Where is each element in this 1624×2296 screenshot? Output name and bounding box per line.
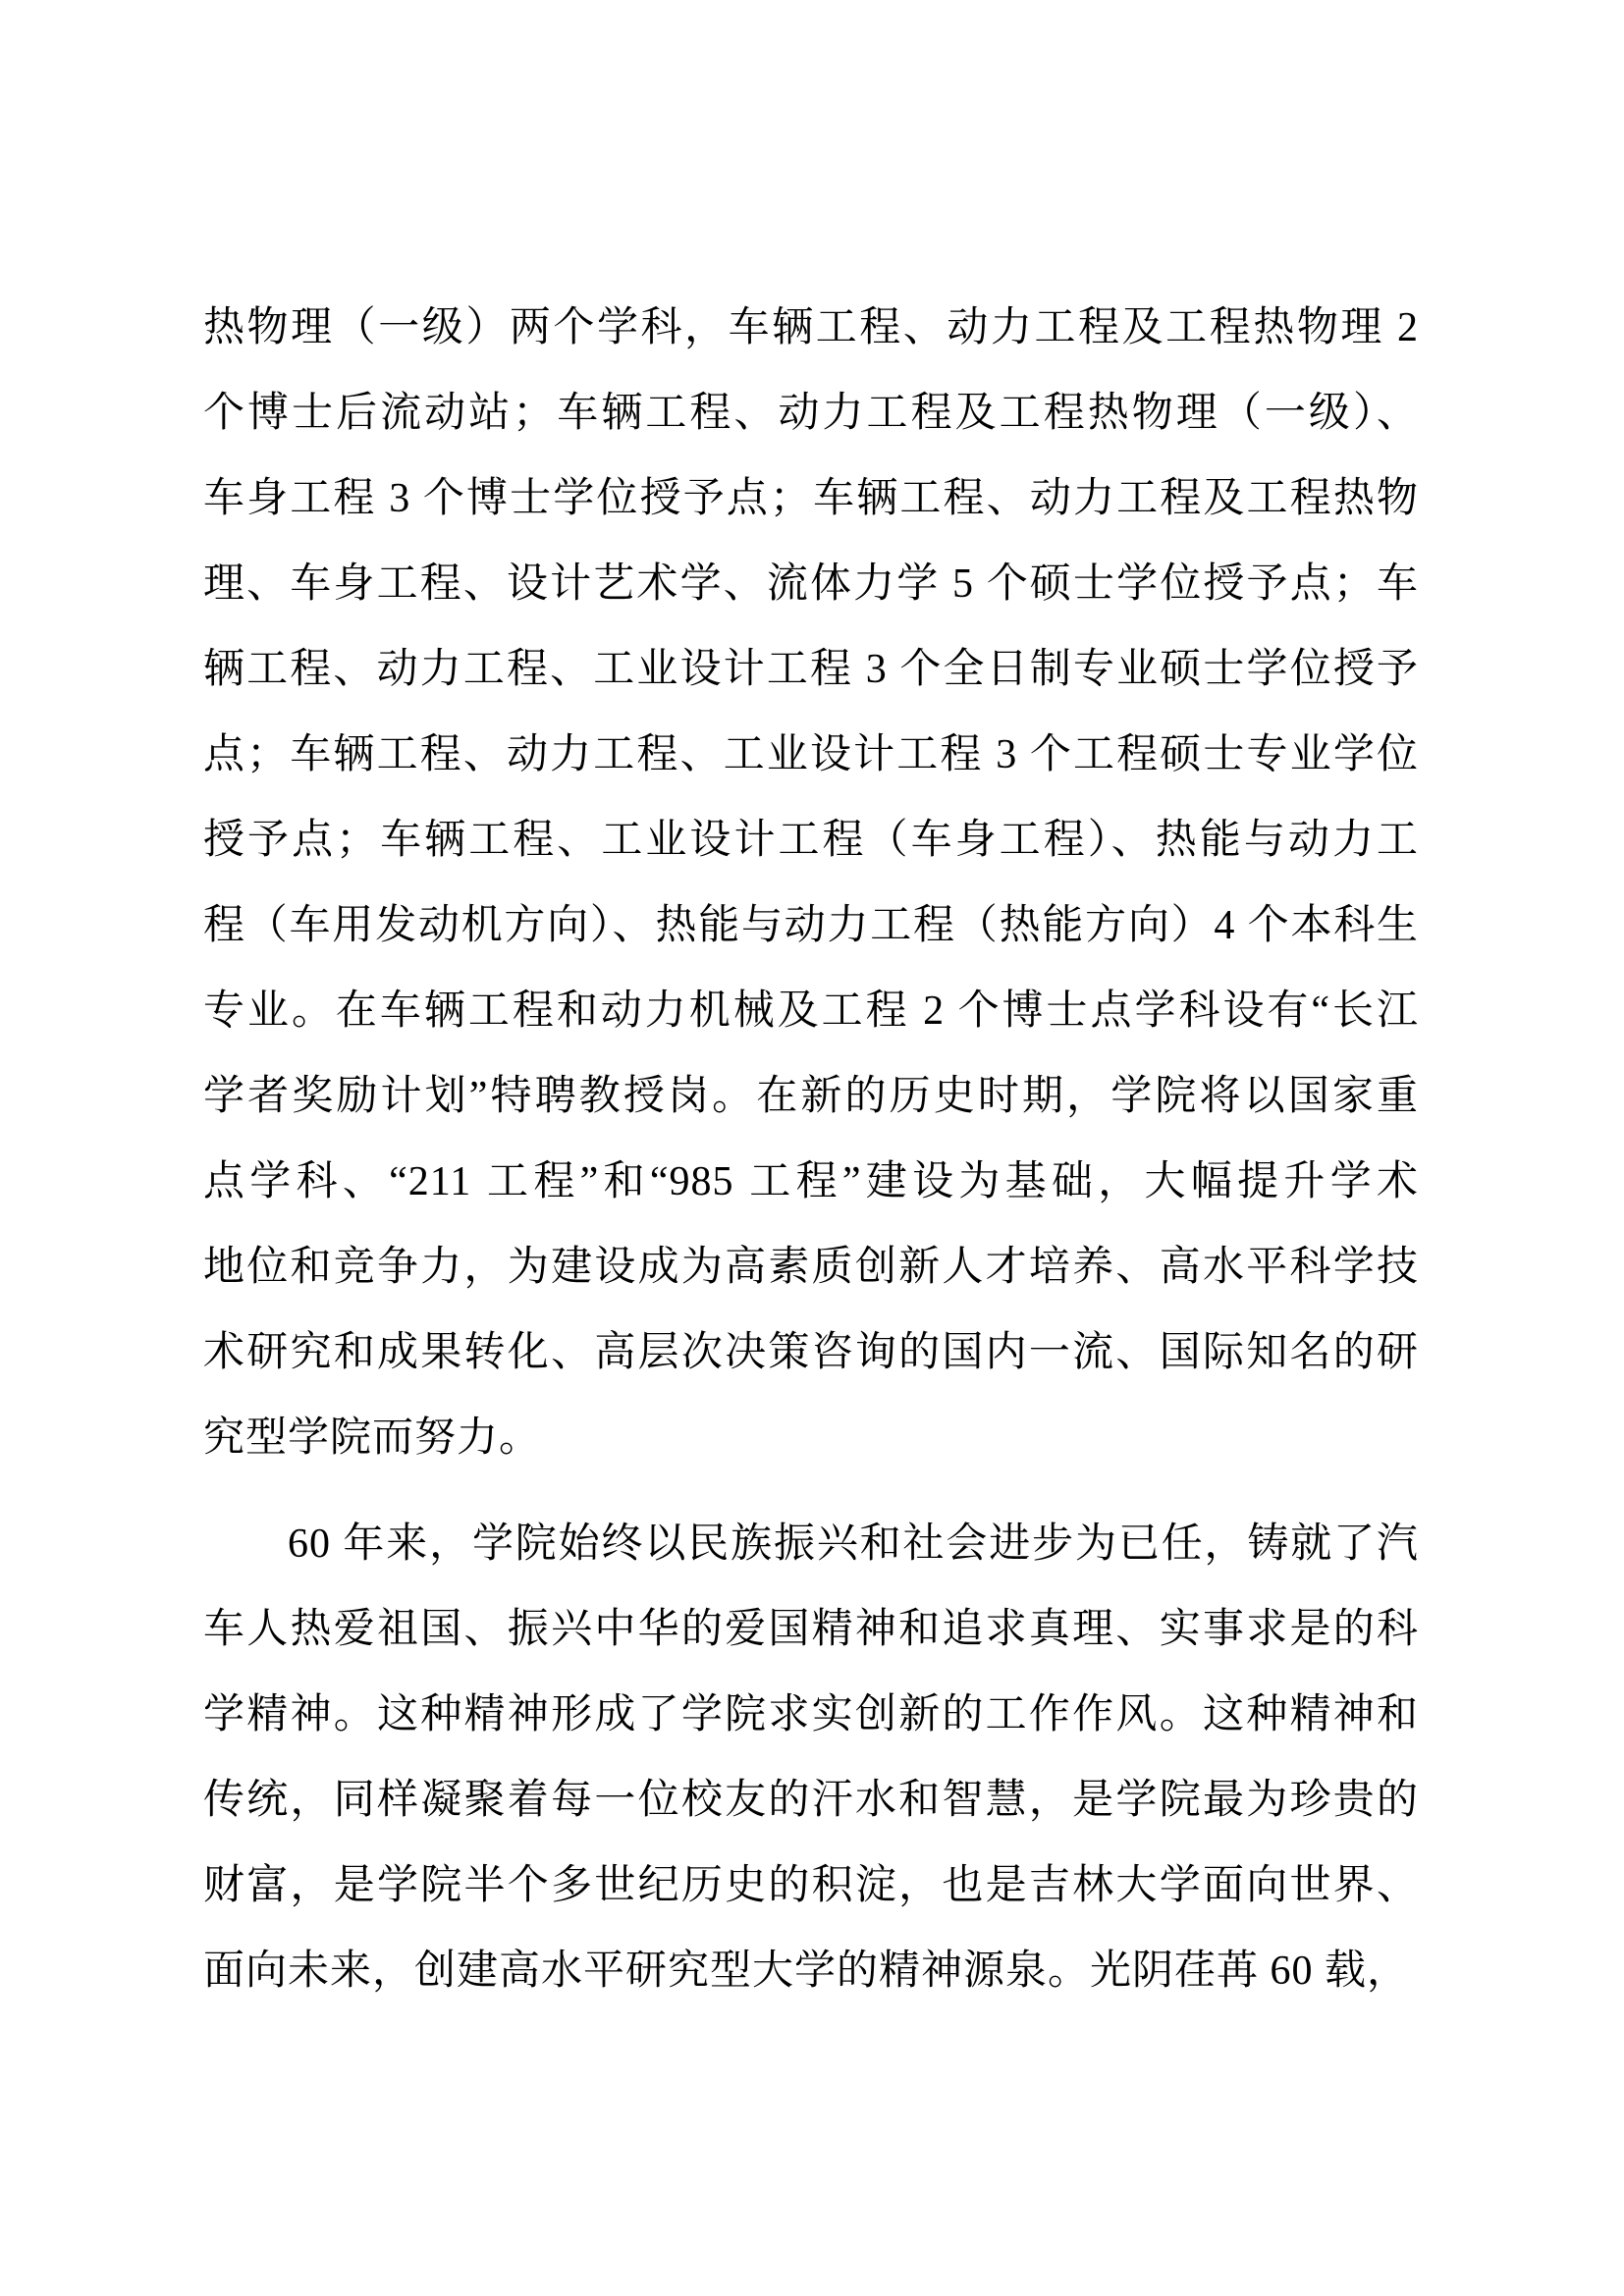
text-line: 财富，是学院半个多世纪历史的积淀，也是吉林大学面向世界、 [203, 1863, 1419, 1908]
paragraph [203, 286, 1419, 1481]
text-line: 热物理（一级）两个学科，车辆工程、动力工程及工程热物理 2 [203, 305, 1419, 350]
text-line: 专业。在车辆工程和动力机械及工程 2 个博士点学科设有“长江 [203, 988, 1419, 1034]
text-line: 点学科、“211 工程”和“985 工程”建设为基础，大幅提升学术 [203, 1159, 1419, 1204]
paragraph [203, 1502, 1419, 2014]
text-line: 学精神。这种精神形成了学院求实创新的工作作风。这种精神和 [203, 1692, 1419, 1737]
text-line: 60 年来，学院始终以民族振兴和社会进步为已任，铸就了汽 [288, 1522, 1419, 1567]
text-line: 程（车用发动机方向）、热能与动力工程（热能方向）4 个本科生 [203, 903, 1419, 948]
document-text [203, 286, 1419, 2014]
text-line: 点；车辆工程、动力工程、工业设计工程 3 个工程硕士专业学位 [203, 732, 1419, 777]
text-line: 车身工程 3 个博士学位授予点；车辆工程、动力工程及工程热物 [203, 476, 1419, 521]
text-line: 究型学院而努力。 [203, 1415, 542, 1461]
text-line: 车人热爱祖国、振兴中华的爱国精神和追求真理、实事求是的科 [203, 1607, 1419, 1652]
text-line: 学者奖励计划”特聘教授岗。在新的历史时期，学院将以国家重 [203, 1074, 1419, 1119]
text-line: 理、车身工程、设计艺术学、流体力学 5 个硕士学位授予点；车 [203, 561, 1419, 607]
text-line: 面向未来，创建高水平研究型大学的精神源泉。光阴荏苒 60 载， [203, 1949, 1410, 1994]
text-line: 传统，同样凝聚着每一位校友的汗水和智慧，是学院最为珍贵的 [203, 1778, 1419, 1823]
text-line: 个博士后流动站；车辆工程、动力工程及工程热物理（一级）、 [203, 391, 1419, 436]
text-line: 地位和竞争力，为建设成为高素质创新人才培养、高水平科学技 [203, 1245, 1419, 1290]
text-line: 术研究和成果转化、高层次决策咨询的国内一流、国际知名的研 [203, 1330, 1419, 1375]
text-line: 授予点；车辆工程、工业设计工程（车身工程）、热能与动力工 [203, 818, 1419, 863]
text-line: 辆工程、动力工程、工业设计工程 3 个全日制专业硕士学位授予 [203, 647, 1419, 692]
